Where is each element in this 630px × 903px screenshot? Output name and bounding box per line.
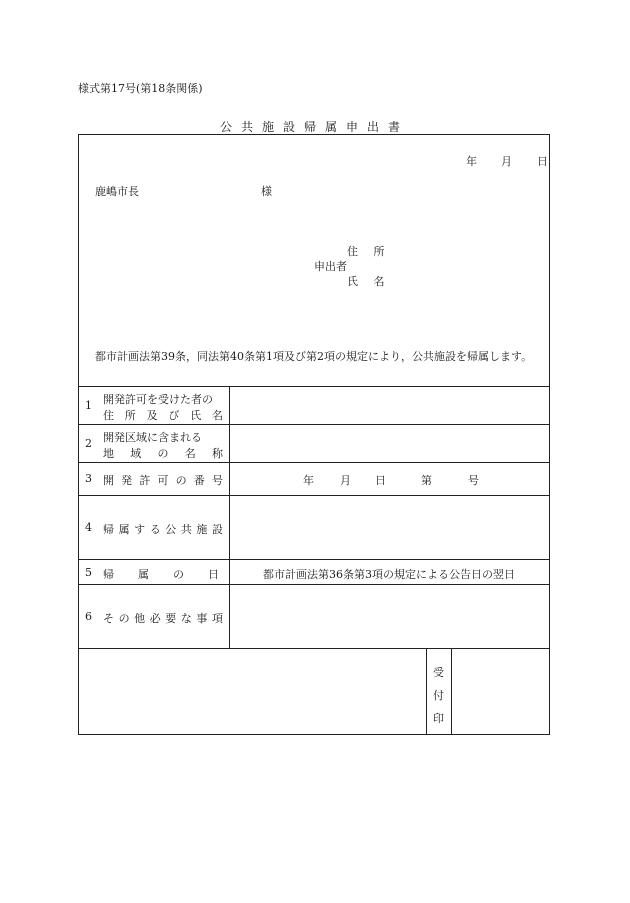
receipt-divider-left	[426, 648, 427, 735]
label-char: 施	[196, 523, 208, 536]
label-char: 帰	[103, 523, 114, 536]
label-char: 名	[211, 409, 223, 422]
permit-day: 日	[375, 474, 386, 487]
label-char: び	[168, 409, 180, 422]
label-char: そ	[103, 612, 114, 625]
rule	[79, 424, 549, 425]
label-char: 日	[208, 568, 219, 581]
rule	[79, 495, 549, 496]
label-char: 名	[184, 447, 196, 460]
label-char: 号	[211, 474, 223, 487]
label-char: 属	[118, 523, 130, 536]
form-number: 様式第17号(第18条関係)	[78, 82, 203, 95]
label-char: の	[157, 447, 169, 460]
label-char: す	[134, 523, 146, 536]
document-title: 公共施設帰属申出書	[219, 120, 409, 134]
addressee: 鹿嶋市長	[95, 185, 139, 198]
applicant-address-label: 住 所	[347, 245, 391, 258]
permit-year: 年	[303, 474, 314, 487]
label-char: の	[175, 474, 187, 487]
label-char: 属	[138, 568, 149, 581]
applicant-label: 申出者	[314, 260, 347, 273]
receipt-char: 印	[433, 712, 444, 725]
row-label-line1: 開発区域に含まれる	[103, 431, 202, 444]
row-label	[103, 610, 223, 626]
label-char: 可	[157, 474, 169, 487]
rule	[79, 462, 549, 463]
label-char: 公	[165, 523, 177, 536]
label-char: 共	[180, 523, 192, 536]
label-char: 発	[121, 474, 133, 487]
row-number: 5	[85, 566, 92, 579]
applicant-name-label: 氏 名	[347, 275, 391, 288]
row-number: 1	[85, 399, 92, 412]
label-char: 域	[130, 447, 142, 460]
row-label	[103, 566, 223, 582]
receipt-char: 付	[433, 689, 444, 702]
row-number: 6	[85, 610, 92, 623]
permit-month: 月	[340, 474, 351, 487]
label-char: 他	[134, 612, 146, 625]
permit-go: 号	[468, 474, 479, 487]
row-label	[103, 521, 223, 537]
label-char: 帰	[103, 568, 114, 581]
label-char: 及	[146, 409, 158, 422]
honorific: 様	[261, 185, 272, 198]
date-year: 年	[466, 155, 477, 168]
date-month: 月	[501, 155, 512, 168]
rule	[79, 584, 549, 585]
column-divider	[229, 386, 230, 648]
receipt-char: 受	[433, 666, 444, 679]
label-char: 必	[149, 612, 161, 625]
rule	[79, 386, 549, 387]
label-char: 開	[103, 474, 114, 487]
rule	[79, 559, 549, 560]
label-char: 許	[139, 474, 151, 487]
label-char: な	[180, 612, 192, 625]
row-number: 3	[85, 472, 92, 485]
label-char: 住	[103, 409, 114, 422]
label-char: 設	[211, 523, 223, 536]
label-char: 氏	[190, 409, 202, 422]
label-char: 番	[193, 474, 205, 487]
rule	[79, 648, 549, 649]
label-char: 要	[165, 612, 177, 625]
row-label-line2	[103, 445, 223, 461]
label-char: 項	[211, 612, 223, 625]
date-day: 日	[537, 155, 548, 168]
label-char: る	[149, 523, 161, 536]
label-char: 称	[212, 447, 223, 460]
label-char: の	[173, 568, 184, 581]
receipt-divider-right	[451, 648, 452, 735]
label-char: 所	[124, 409, 136, 422]
statement: 都市計画法第39条，同法第40条第1項及び第2項の規定により，公共施設を帰属します。	[95, 350, 533, 363]
row-label-line1: 開発許可を受けた者の	[103, 393, 213, 406]
form-frame	[78, 134, 550, 735]
row-number: 2	[85, 437, 92, 450]
permit-dai: 第	[421, 474, 432, 487]
row-label-line2	[103, 407, 223, 423]
row-number: 4	[85, 521, 92, 534]
label-char: 地	[103, 447, 114, 460]
label-char: 事	[196, 612, 208, 625]
label-char: の	[118, 612, 130, 625]
attribution-date-value: 都市計画法第36条第3項の規定による公告日の翌日	[263, 568, 515, 581]
row-label	[103, 472, 223, 488]
